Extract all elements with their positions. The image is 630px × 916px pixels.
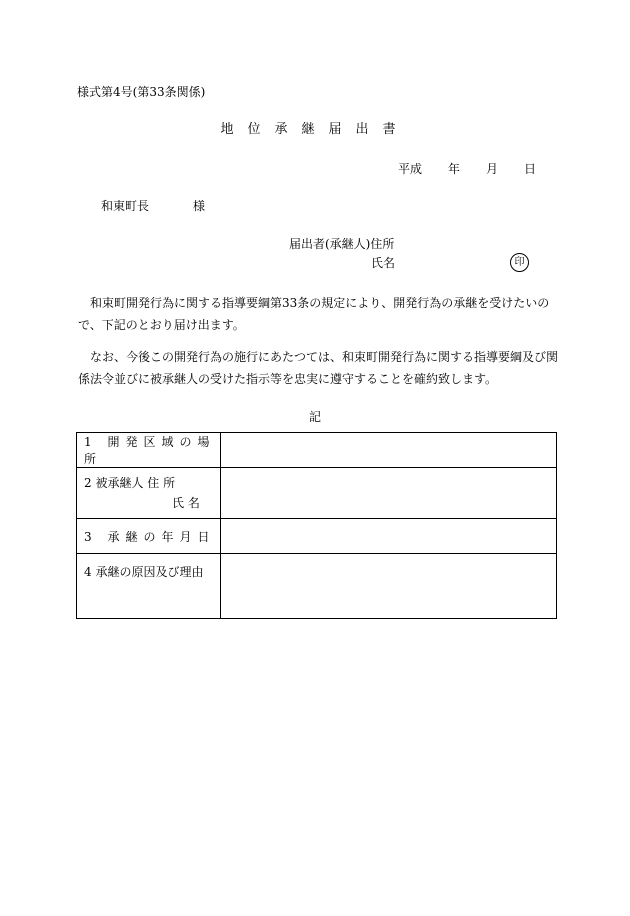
notifier-address-label: 届出者(承継人)住所 <box>289 237 395 251</box>
seal-mark: 印 <box>510 253 529 272</box>
row-label-succession-date: 3 承継の年月日 <box>77 519 221 554</box>
row-value-succession-reason[interactable] <box>221 554 557 619</box>
addressee <box>101 200 205 212</box>
row-label-predecessor-name: 氏 名 <box>172 496 200 510</box>
date-month: 月 <box>486 162 499 176</box>
date-year: 年 <box>448 162 461 176</box>
table-row <box>77 519 557 554</box>
document-title: 地位承継届出書 <box>220 122 410 137</box>
date-era: 平成 <box>398 162 423 176</box>
date-day: 日 <box>524 162 537 176</box>
ki-heading: 記 <box>308 410 321 424</box>
row-value-succession-date[interactable] <box>221 519 557 554</box>
table-row <box>77 554 557 619</box>
addressee-suffix: 様 <box>193 199 206 213</box>
row-label-succession-reason: 4 承継の原因及び理由 <box>77 554 221 619</box>
items-table <box>76 432 557 619</box>
table-row <box>77 468 557 519</box>
notifier-name-label: 氏名 <box>371 256 396 270</box>
row-label-development-site: 1 開発区域の場所 <box>77 433 221 468</box>
body-paragraph-2: なお、今後この開発行為の施行にあたつては、和束町開発行為に関する指導要綱及び関係法令並びに被承継人の受けた指示等を忠実に遵守することを確約致します。 <box>78 350 559 386</box>
body-paragraph-1: 和束町開発行為に関する指導要綱第33条の規定により、開発行為の承継を受けたいので、下記のとおり届け出ます。 <box>78 296 550 332</box>
table-row <box>77 433 557 468</box>
form-number: 様式第4号(第33条関係) <box>77 85 206 99</box>
row-value-predecessor[interactable] <box>221 468 557 519</box>
row-value-development-site[interactable] <box>221 433 557 468</box>
addressee-name: 和東町長 <box>101 199 150 213</box>
row-label-predecessor-address: 2 被承継人 住 所 <box>84 476 176 490</box>
date-line <box>398 163 536 175</box>
row-label-predecessor <box>77 468 221 519</box>
